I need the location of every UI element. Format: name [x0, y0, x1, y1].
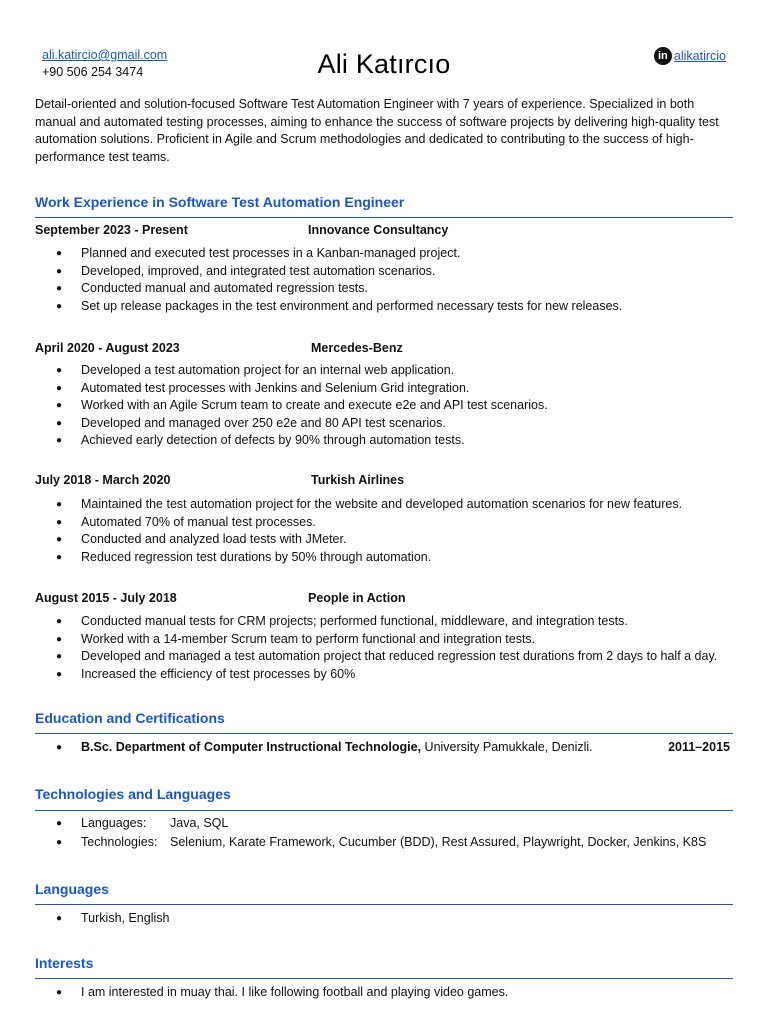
- list-item: ● Developed, improved, and integrated test automation scenarios.: [35, 263, 735, 281]
- bullet-dot: ●: [56, 742, 63, 753]
- list-item: ● Worked with a 14-member Scrum team to perform functional and integration tests.: [35, 631, 735, 649]
- job-date: April 2020 - August 2023: [35, 341, 180, 355]
- phone-number: +90 506 254 3474: [42, 65, 144, 79]
- linkedin-icon: in: [654, 47, 672, 65]
- list-item: ● Automated 70% of manual test processes.: [35, 514, 735, 532]
- linkedin-link[interactable]: alikatircio: [673, 49, 726, 63]
- section-title-languages: Languages: [35, 881, 109, 897]
- education-text: [81, 740, 593, 754]
- section-title-interests: Interests: [35, 955, 94, 971]
- list-item: ● Set up release packages in the test environment and performed necessary tests for new releases.: [35, 298, 735, 316]
- list-item: ● Developed and managed a test automation project that reduced regression test durations from 2 days to half a day.: [35, 648, 735, 666]
- education-years: 2011–2015: [668, 740, 730, 754]
- job-bullets: [35, 362, 735, 450]
- list-item: ● Maintained the test automation project for the website and developed automation scenarios for new features.: [35, 496, 735, 514]
- summary-paragraph: Detail-oriented and solution-focused Software Test Automation Engineer with 7 years of experience. Specialized in both manual and automated testing processes, aiming to enhance the success of software projects by delivering high-quality test automation solutions. Proficient in Agile and Scrum methodologies and dedicated to contributing to the success of high-performance test teams.: [35, 97, 719, 164]
- bullet-dot: ●: [56, 818, 63, 829]
- list-item: ● Conducted manual and automated regression tests.: [35, 280, 735, 298]
- section-divider: [35, 810, 733, 811]
- job-company: Turkish Airlines: [311, 473, 405, 487]
- candidate-name: Ali Katırcıo: [317, 49, 451, 79]
- bullet-dot: ●: [56, 837, 63, 848]
- school: University Pamukkale, Denizli.: [421, 740, 593, 754]
- job-date: September 2023 - Present: [35, 223, 188, 237]
- tech-key: Technologies:: [81, 835, 158, 849]
- job-bullets: [35, 613, 735, 683]
- list-item: ● Conducted manual tests for CRM projects; performed functional, middleware, and integration tests.: [35, 613, 735, 631]
- education-entry: [35, 739, 730, 756]
- section-title-tech: Technologies and Languages: [35, 786, 231, 802]
- list-item: ● Developed a test automation project for an internal web application.: [35, 362, 735, 380]
- tech-value: Selenium, Karate Framework, Cucumber (BDD), Rest Assured, Playwright, Docker, Jenkins, K8S: [170, 835, 707, 849]
- list-item: ● Increased the efficiency of test processes by 60%: [35, 666, 735, 684]
- list-item: ● Developed and managed over 250 e2e and 80 API test scenarios.: [35, 415, 735, 433]
- tech-key: Languages:: [81, 816, 147, 830]
- list-item: ● Achieved early detection of defects by 90% through automation tests.: [35, 432, 735, 450]
- job-bullets: [35, 245, 735, 315]
- languages-list: [35, 910, 735, 928]
- email-link[interactable]: ali.katircio@gmail.com: [42, 48, 168, 62]
- section-divider: [35, 733, 733, 734]
- section-divider: [35, 217, 733, 218]
- section-title-work: Work Experience in Software Test Automation Engineer: [35, 194, 405, 210]
- job-company: Mercedes-Benz: [311, 341, 403, 355]
- job-company: Innovance Consultancy: [308, 223, 449, 237]
- linkedin-block: [654, 47, 726, 65]
- section-divider: [35, 904, 733, 905]
- interests-list: [35, 984, 735, 1002]
- job-company: People in Action: [308, 591, 406, 605]
- list-item: ● Planned and executed test processes in a Kanban-managed project.: [35, 245, 735, 263]
- section-divider: [35, 978, 733, 979]
- list-item: ● Automated test processes with Jenkins and Selenium Grid integration.: [35, 380, 735, 398]
- list-item: ● Reduced regression test durations by 50% through automation.: [35, 549, 735, 567]
- list-item: ● Turkish, English: [35, 910, 735, 928]
- degree: B.Sc. Department of Computer Instructional Technologie,: [81, 740, 422, 754]
- job-date: August 2015 - July 2018: [35, 591, 177, 605]
- section-title-education: Education and Certifications: [35, 710, 225, 726]
- job-bullets: [35, 496, 735, 566]
- list-item: ● Worked with an Agile Scrum team to create and execute e2e and API test scenarios.: [35, 397, 735, 415]
- list-item: ● Conducted and analyzed load tests with JMeter.: [35, 531, 735, 549]
- tech-value: Java, SQL: [170, 816, 229, 830]
- job-date: July 2018 - March 2020: [35, 473, 171, 487]
- list-item: ● I am interested in muay thai. I like following football and playing video games.: [35, 984, 735, 1002]
